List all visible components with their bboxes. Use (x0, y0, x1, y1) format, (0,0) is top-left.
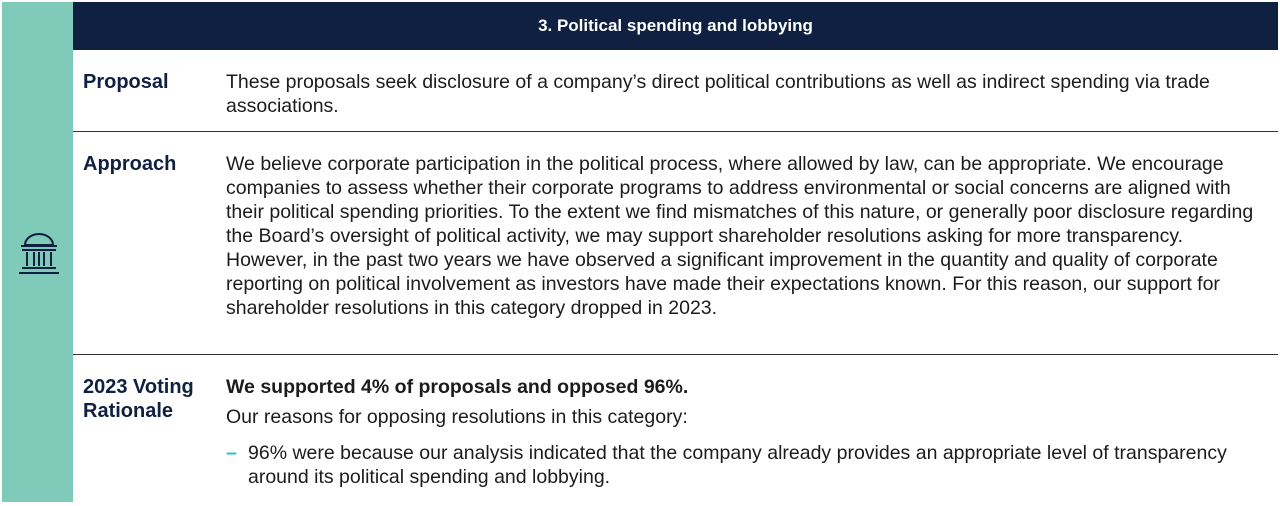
divider (73, 131, 1278, 132)
government-building-icon (17, 228, 61, 276)
voting-row (73, 375, 1278, 495)
proposal-text: These proposals seek disclosure of a company’s direct political contributions as well as indirect spending via trade associations. (226, 71, 1210, 117)
voting-content (226, 375, 1266, 489)
dash-bullet-icon: – (226, 442, 237, 464)
approach-label: Approach (83, 153, 177, 175)
bullet-text: 96% were because our analysis indicated that the company already provides an appropriate level of transparency around its political spending and lobbying. (248, 442, 1227, 488)
list-item (226, 441, 1266, 489)
sidebar-band (2, 2, 73, 502)
approach-text: We believe corporate participation in the political process, where allowed by law, can be appropriate. We encourage companies to assess whether their corporate programs to address environmental or social concerns are aligned with their political spending priorities. To the extent we find mismatches of this nature, or generally poor disclosure regarding the Board’s oversight of political activity, we may support shareholder resolutions asking for more transparency. However, in the past two years we have observed a significant improvement in the quantity and quality of corporate reporting on political involvement as investors have made their expectations known. For this reason, our support for shareholder resolutions in this category dropped in 2023. (226, 153, 1254, 319)
voting-label: 2023 Voting Rationale (83, 376, 194, 422)
section-title: 3. Political spending and lobbying (73, 2, 1278, 50)
proposal-label: Proposal (83, 71, 169, 93)
voting-intro: Our reasons for opposing resolutions in this category: (226, 406, 688, 428)
proposal-row (73, 70, 1278, 122)
approach-row (73, 152, 1278, 342)
voting-headline: We supported 4% of proposals and opposed 96%. (226, 376, 689, 398)
divider (73, 354, 1278, 355)
